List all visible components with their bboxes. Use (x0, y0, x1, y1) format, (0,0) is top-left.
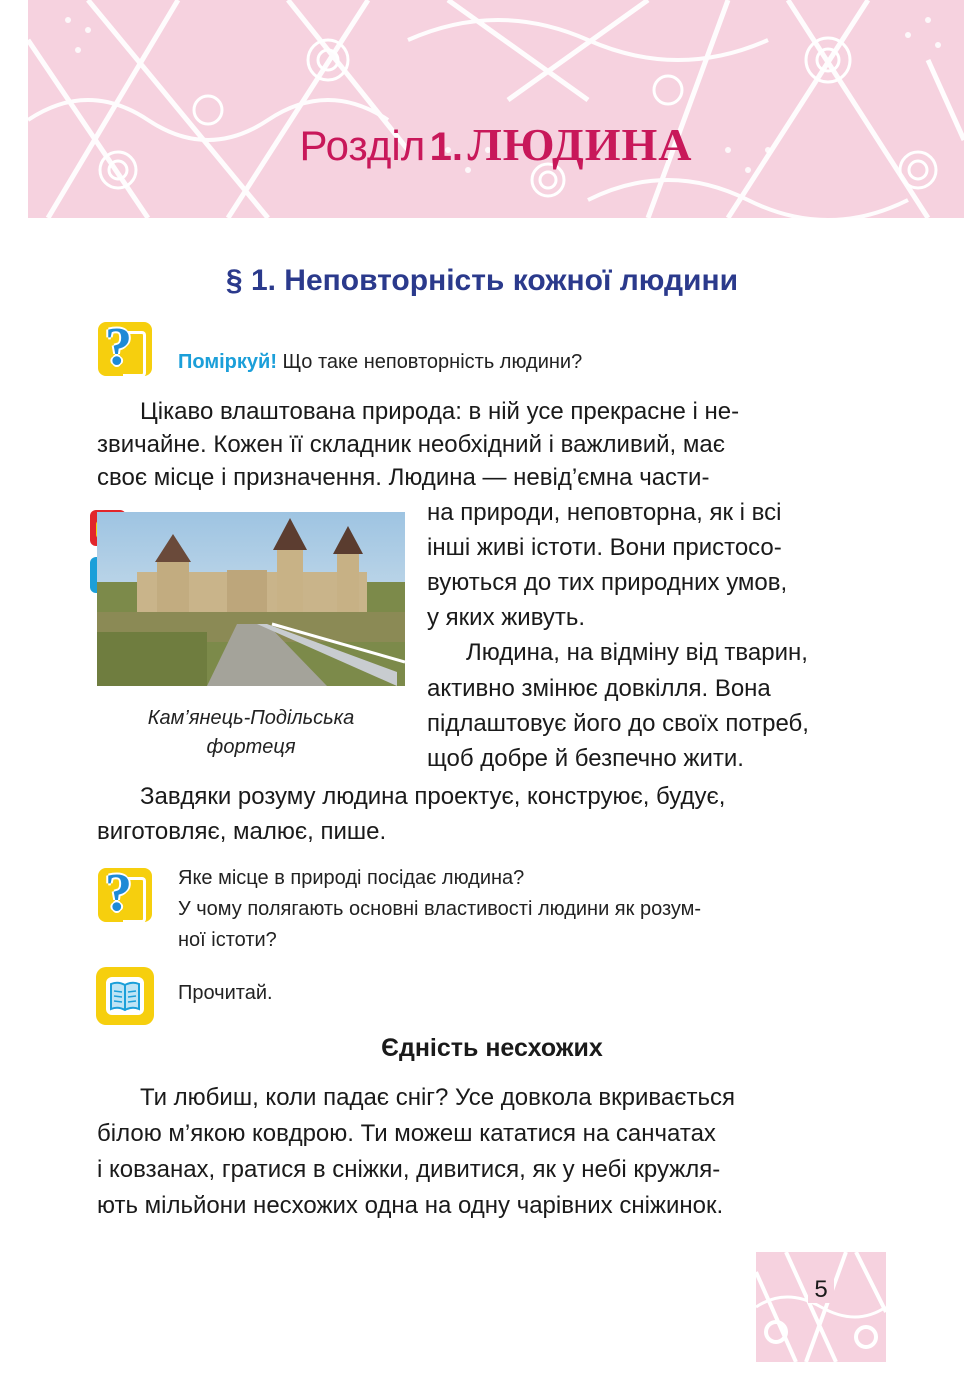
paragraph-line: Цікаво влаштована природа: в ній усе прекрасне і не- (140, 398, 740, 425)
paragraph-line: активно змінює довкілля. Вона (427, 675, 771, 702)
paragraph-line: виготовляє, малює, пише. (97, 818, 387, 845)
question-icon: ? (98, 868, 152, 922)
chapter-word: Розділ (299, 122, 426, 169)
caption-line: фортеця (206, 736, 296, 758)
page-number-text: 5 (808, 1276, 833, 1303)
paragraph-line: білою м’якою ковдрою. Ти можеш кататися на санчатах (97, 1120, 716, 1147)
chapter-name: ЛЮДИНА (467, 119, 693, 170)
chapter-banner (28, 0, 964, 218)
paragraph-line: ють мільйони несхожих одна на одну чарівних сніжинок. (97, 1192, 724, 1219)
paragraph-line: і ковзанах, гратися в сніжки, дивитися, як у небі кружля- (97, 1156, 721, 1183)
paragraph-line: звичайне. Кожен її складник необхідний і важливий, має (97, 431, 725, 458)
photo-caption (97, 704, 405, 762)
read-label: Прочитай. (178, 982, 273, 1004)
paragraph-line: інші живі істоти. Вони пристосо- (427, 534, 782, 561)
fortress-photo (97, 512, 405, 686)
question-line: У чому полягають основні властивості людини як розум- (178, 898, 702, 920)
book-icon (96, 967, 154, 1025)
caption-line: Кам’янець-Подільська (147, 707, 355, 729)
think-prompt (178, 347, 582, 377)
paragraph-line: щоб добре й безпечно жити. (427, 745, 744, 772)
section-title: § 1. Неповторність кожної людини (225, 264, 739, 297)
paragraph-line: вуються до тих природних умов, (427, 569, 788, 596)
paragraph-line: Людина, на відміну від тварин, (466, 639, 808, 666)
ornament-pattern (28, 0, 964, 218)
paragraph-line: на природи, неповторна, як і всі (427, 499, 782, 526)
question-line: Яке місце в природі посідає людина? (178, 867, 525, 889)
paragraph-line: Ти любиш, коли падає сніг? Усе довкола вкривається (140, 1084, 735, 1111)
paragraph-line: підлаштовує його до своїх потреб, (427, 710, 809, 737)
chapter-title (28, 118, 964, 171)
paragraph-line: Завдяки розуму людина проектує, конструює, будує, (140, 783, 726, 810)
chapter-number: 1. (429, 125, 464, 169)
paragraph-line: своє місце і призначення. Людина — невід’ємна части- (97, 464, 710, 491)
paragraph-line: у яких живуть. (427, 604, 586, 631)
think-question: Що таке неповторність людини? (282, 351, 583, 373)
question-icon: ? (98, 322, 152, 376)
question-line: ної істоти? (178, 929, 277, 951)
page-number (756, 1276, 886, 1304)
page-number-ornament (756, 1252, 886, 1362)
subheading: Єдність несхожих (381, 1034, 603, 1062)
think-label: Поміркуй! (178, 351, 277, 373)
